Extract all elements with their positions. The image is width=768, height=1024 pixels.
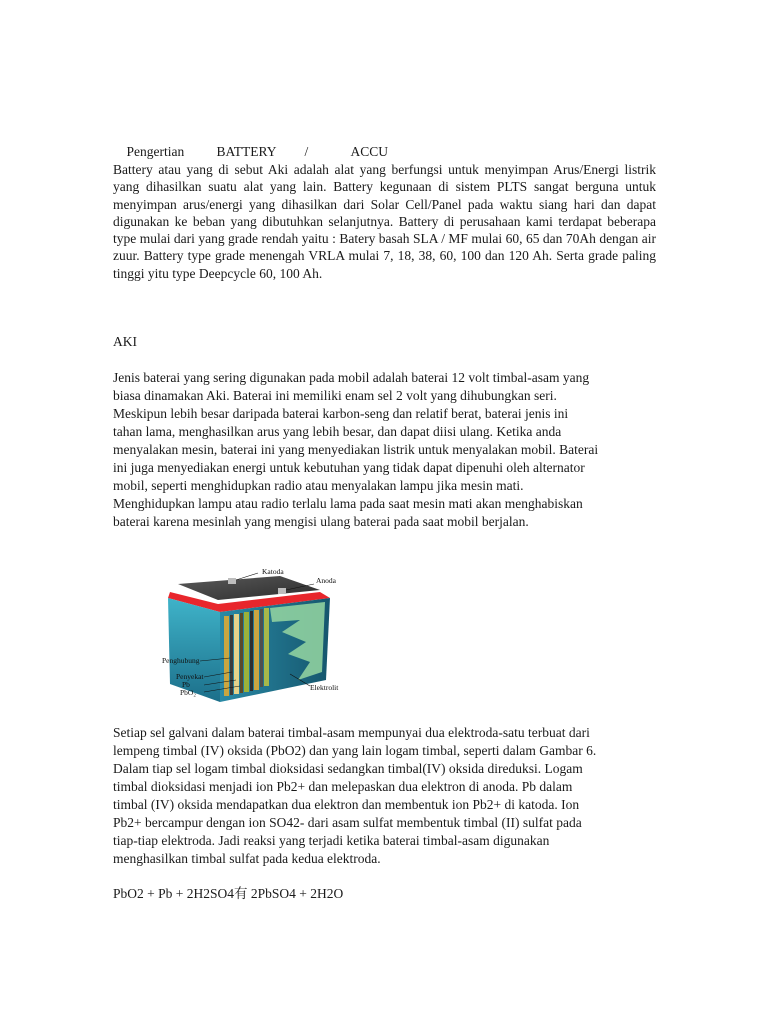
title-part-accu: ACCU — [350, 144, 389, 159]
paragraph-aki-line: Jenis baterai yang sering digunakan pada mobil adalah baterai 12 volt timbal-asam yang — [113, 370, 590, 385]
paragraph-reaction-line: tiap-tiap elektroda. Jadi reaksi yang terjadi ketika baterai timbal-asam digunakan — [113, 833, 550, 848]
label-pb: Pb — [182, 680, 190, 689]
paragraph-aki-line: tahan lama, menghasilkan arus yang lebih besar, dan dapat diisi ulang. Ketika anda — [113, 424, 562, 439]
label-pbo2: PbO₂ — [180, 688, 196, 697]
paragraph-aki-line: menyalakan mesin, baterai ini yang menyediakan listrik untuk menyalakan mobil. Baterai — [113, 442, 599, 457]
paragraph-aki-line: biasa dinamakan Aki. Baterai ini memiliki enam sel 2 volt yang dihubungkan seri. — [113, 388, 557, 403]
title-part-battery: BATTERY — [216, 144, 277, 159]
label-katoda: Katoda — [262, 567, 284, 576]
label-penghubung: Penghubung — [162, 656, 200, 665]
paragraph-reaction-line: Dalam tiap sel logam timbal dioksidasi sedangkan timbal(IV) oksida direduksi. Logam — [113, 761, 583, 776]
paragraph-reaction-line: lempeng timbal (IV) oksida (PbO2) dan yang lain logam timbal, seperti dalam Gambar 6. — [113, 743, 597, 758]
label-penyekat: Penyekat — [176, 672, 204, 681]
paragraph-aki-line: baterai karena mesinlah yang mengisi ulang baterai pada saat mobil berjalan. — [113, 514, 529, 529]
chemical-equation: PbO2 + Pb + 2H2SO4有 2PbSO4 + 2H2O — [113, 886, 344, 901]
paragraph-aki — [113, 369, 658, 531]
battery-diagram-figure — [160, 562, 360, 707]
label-anoda: Anoda — [316, 576, 336, 585]
title-part-pengertian: Pengertian — [126, 144, 185, 159]
paragraph-battery-intro: Battery atau yang di sebut Aki adalah alat yang berfungsi untuk menyimpan Arus/Energi listrik yang dihasilkan suatu alat yang lain. Battery kegunaan di sistem PLTS sangat berguna untuk menyimpan arus/energi yang dihasilkan dari Solar Cell/Panel pada waktu siang hari dan dapat digunakan ke beban yang dibutuhkan selanjutnya. Battery di perusahaan kami terdapat beberapa type mulai dari yang grade rendah yaitu : Batery basah SLA / MF mulai 60, 65 dan 70Ah dengan air zuur. Battery type grade menengah VRLA mulai 7, 18, 38, 60, 100 dan 120 Ah. Serta grade paling tinggi yitu type Deepcycle 60, 100 Ah. — [113, 162, 656, 281]
paragraph-aki-line: Menghidupkan lampu atau radio terlalu lama pada saat mesin mati akan menghabiskan — [113, 496, 583, 511]
paragraph-reaction-line: timbal dioksidasi menjadi ion Pb2+ dan melepaskan dua elektron di anoda. Pb dalam — [113, 779, 573, 794]
paragraph-aki-line: ini juga menyediakan energi untuk kebutuhan yang tidak dapat dipenuhi oleh alternator — [113, 460, 585, 475]
title-part-slash: / — [304, 144, 309, 159]
paragraph-reaction-line: Setiap sel galvani dalam baterai timbal-asam mempunyai dua elektroda-satu terbuat dari — [113, 725, 590, 740]
paragraph-reaction-line: Pb2+ bercampur dengan ion SO42- dari asam sulfat membentuk timbal (II) sulfat pada — [113, 815, 582, 830]
paragraph-aki-line: Meskipun lebih besar daripada baterai karbon-seng dan relatif berat, baterai jenis ini — [113, 406, 569, 421]
paragraph-reaction — [113, 724, 658, 868]
paragraph-aki-line: mobil, seperti menghidupkan radio atau menyalakan lampu jika mesin mati. — [113, 478, 524, 493]
paragraph-reaction-line: timbal (IV) oksida mendapatkan dua elektron dan membentuk ion Pb2+ di katoda. Ion — [113, 797, 580, 812]
aki-heading: AKI — [113, 334, 137, 349]
label-elektrolit: Elektrolit — [310, 683, 339, 692]
paragraph-reaction-line: menghasilkan timbal sulfat pada kedua elektroda. — [113, 851, 381, 866]
